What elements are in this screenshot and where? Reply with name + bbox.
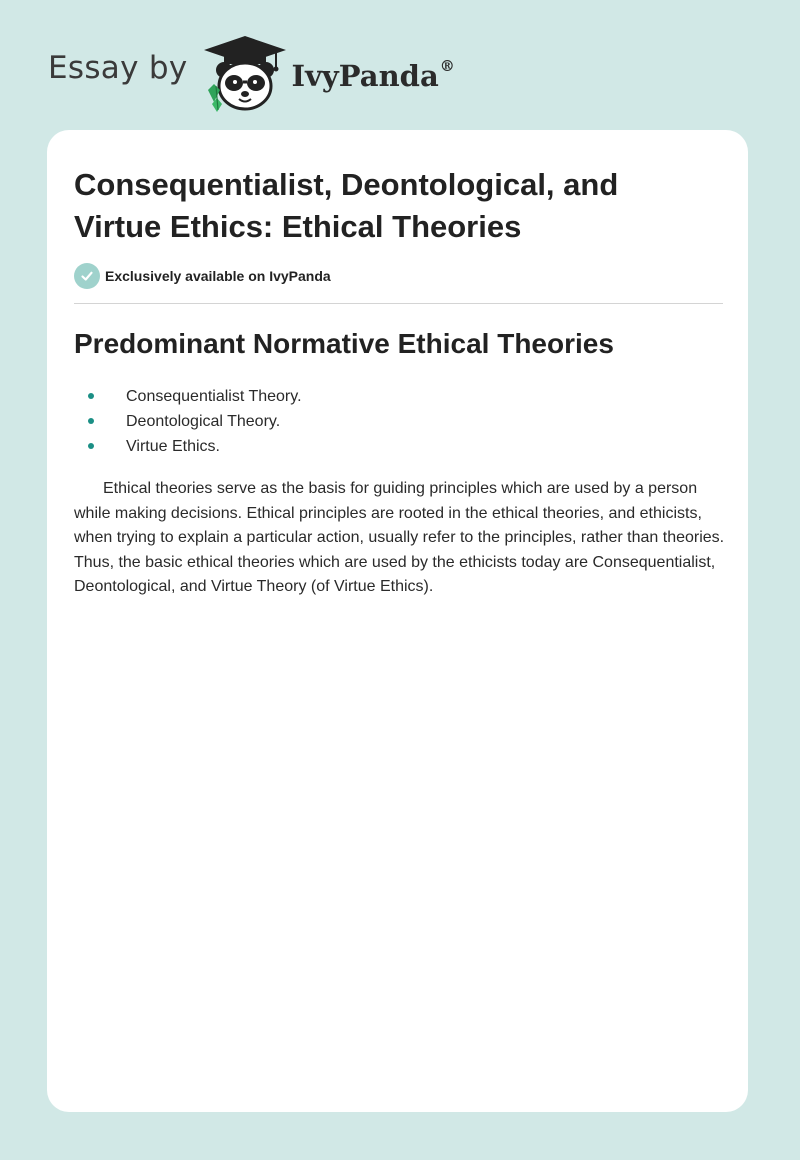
exclusive-label: Exclusively available on IvyPanda	[105, 268, 331, 284]
registered-mark: ®	[439, 57, 455, 76]
list-item-text: Deontological Theory.	[126, 413, 281, 430]
list-item	[74, 434, 302, 459]
bullet-icon	[88, 443, 94, 449]
article-card	[47, 130, 748, 1112]
bullet-icon	[88, 418, 94, 424]
article-title: Consequentialist, Deontological, and Virtue Ethics: Ethical Theories	[74, 167, 619, 244]
theories-list	[74, 384, 302, 459]
list-item	[74, 384, 302, 409]
check-icon	[74, 263, 100, 289]
panda-logo-icon	[202, 34, 288, 114]
bullet-icon	[88, 393, 94, 399]
section-heading: Predominant Normative Ethical Theories	[74, 328, 614, 359]
essay-by-label: Essay by	[48, 50, 188, 86]
brand-text: IvyPanda	[291, 59, 439, 93]
brand-name	[292, 59, 455, 93]
body-paragraph: Ethical theories serve as the basis for guiding principles which are used by a person while making decisions. Ethical principles are rooted in the ethical theories, and ethicists, when trying to explain a particular action, usually refer to the principles, rather than theories. Thus, the basic ethical theories which are used by the ethicists today are Consequentialist, Deontological, and Virtue Theory (of Virtue Ethics).	[74, 480, 725, 595]
site-header	[48, 34, 455, 114]
list-item-text: Virtue Ethics.	[126, 438, 220, 455]
list-item-text: Consequentialist Theory.	[126, 388, 302, 405]
divider	[74, 303, 723, 304]
list-item	[74, 409, 302, 434]
exclusive-badge	[74, 263, 331, 289]
